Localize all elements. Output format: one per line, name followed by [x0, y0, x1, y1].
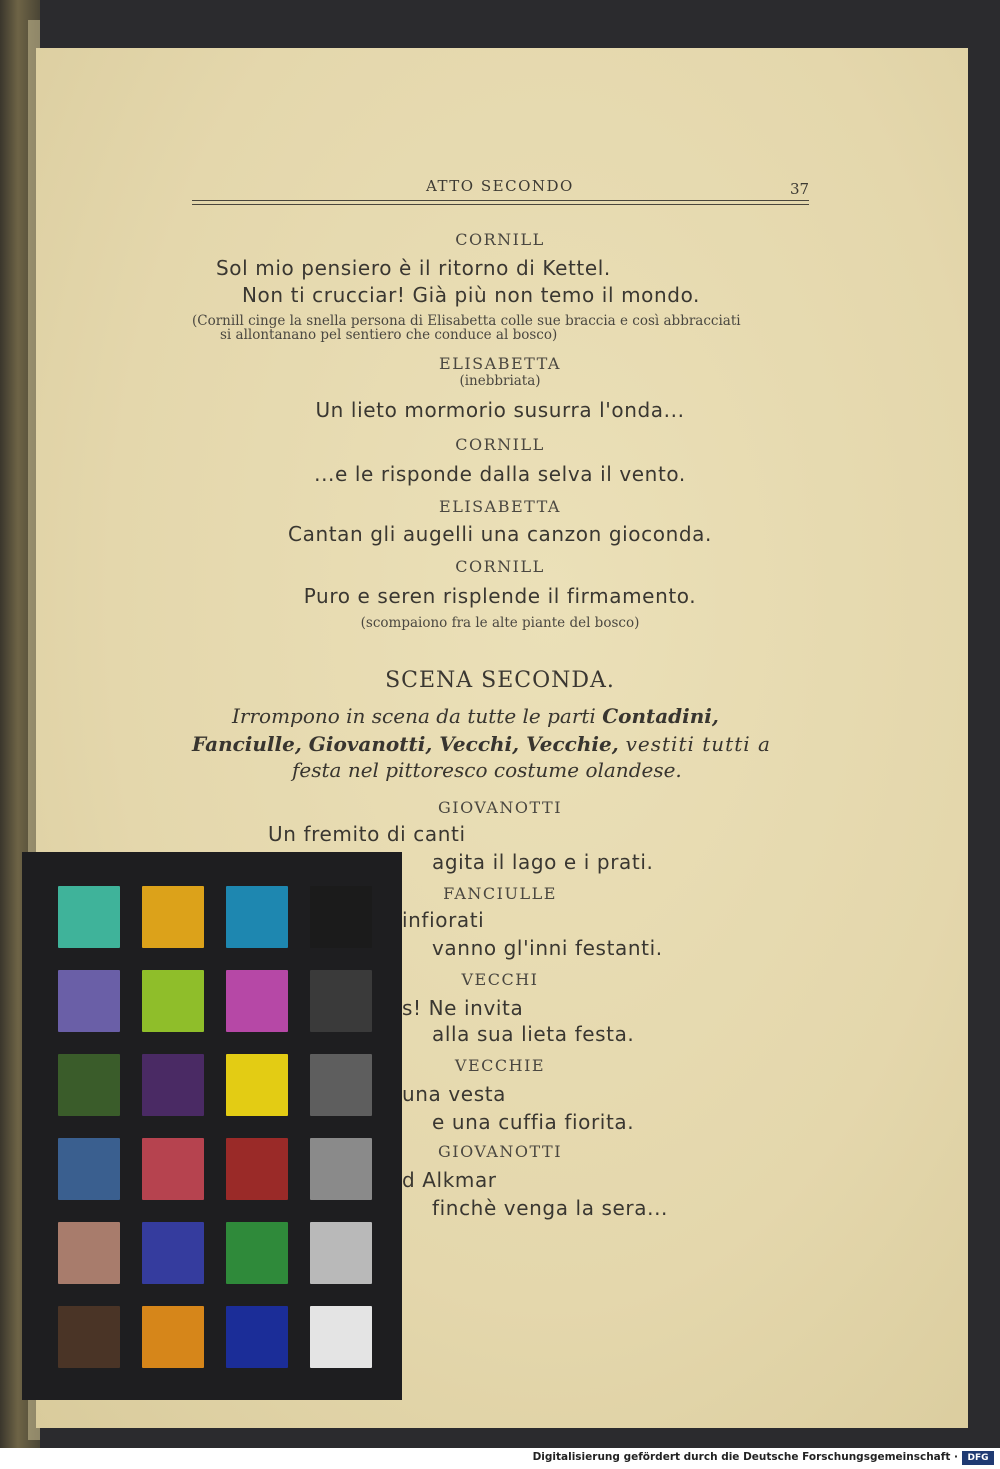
chorus-speaker-name: VECCHIE — [454, 1056, 546, 1075]
color-swatch — [58, 886, 120, 948]
color-checker-card — [22, 852, 402, 1400]
chorus-verse-line: infiorati — [402, 908, 485, 932]
header-rule-top — [192, 200, 809, 201]
speaker-name: CORNILL — [455, 557, 545, 576]
dfg-logo: DFG — [962, 1451, 994, 1465]
speaker-name: ELISABETTA — [439, 354, 561, 373]
chorus-verse-line: finchè venga la sera... — [432, 1196, 668, 1220]
stage-direction: (inebbriata) — [459, 373, 541, 389]
color-swatch — [58, 1222, 120, 1284]
scene-title: SCENA SECONDA. — [385, 668, 615, 693]
speaker-name: CORNILL — [455, 435, 545, 454]
chorus-speaker-name: GIOVANOTTI — [437, 1142, 563, 1161]
stage-direction: (scompaiono fra le alte piante del bosco) — [360, 615, 640, 631]
header-rule-bottom — [192, 204, 809, 205]
verse-line: Puro e seren risplende il firmamento. — [303, 584, 697, 608]
chorus-verse-line: Un fremito di canti — [268, 822, 466, 846]
verse-line: ...e le risponde dalla selva il vento. — [314, 462, 686, 486]
color-swatch — [310, 1138, 372, 1200]
scene-desc-bold-1: Contadini, — [602, 704, 719, 728]
verse-line: Cantan gli augelli una canzon gioconda. — [288, 522, 712, 546]
verse-line: Non ti crucciar! Già più non temo il mondo. — [242, 283, 701, 307]
scene-description-line-3 — [292, 758, 682, 782]
chorus-verse-line: e una cuffia fiorita. — [432, 1110, 635, 1134]
chorus-verse-line: d Alkmar — [402, 1168, 497, 1192]
chorus-verse-line: s! Ne invita — [402, 996, 524, 1020]
scene-desc-italic-1: Irrompono in scena da tutte le parti — [232, 704, 603, 728]
color-swatch — [58, 970, 120, 1032]
color-swatch — [142, 886, 204, 948]
color-swatch — [226, 1222, 288, 1284]
footer-credit: Digitalisierung gefördert durch die Deutsche Forschungsgemeinschaft · — [532, 1451, 958, 1463]
speaker-name: ELISABETTA — [439, 497, 561, 516]
chorus-verse-line: vanno gl'inni festanti. — [432, 936, 663, 960]
stage-direction: si allontanano pel sentiero che conduce al bosco) — [220, 327, 558, 343]
color-swatch — [226, 1306, 288, 1368]
page-number: 37 — [790, 180, 810, 198]
scene-description-line-2 — [192, 732, 771, 756]
color-swatch — [310, 886, 372, 948]
scene-desc-italic-3: festa nel pittoresco costume olandese. — [292, 758, 682, 782]
color-swatch — [142, 1054, 204, 1116]
color-swatch — [142, 1306, 204, 1368]
chorus-verse-line: una vesta — [402, 1082, 507, 1106]
color-swatch — [142, 970, 204, 1032]
chorus-verse-line: agita il lago e i prati. — [432, 850, 654, 874]
scene-desc-italic-2: vestiti tutti a — [625, 732, 771, 756]
color-swatch — [226, 1138, 288, 1200]
color-swatch — [226, 970, 288, 1032]
footer-bar — [0, 1448, 1000, 1469]
color-swatch — [142, 1222, 204, 1284]
color-swatch — [310, 970, 372, 1032]
stage-direction: (Cornill cinge la snella persona di Elisabetta colle sue braccia e così abbracciati — [192, 313, 741, 329]
verse-line: Un lieto mormorio susurra l'onda... — [315, 398, 685, 422]
chorus-speaker-name: GIOVANOTTI — [437, 798, 563, 817]
color-swatch — [58, 1054, 120, 1116]
verse-line: Sol mio pensiero è il ritorno di Kettel. — [216, 256, 611, 280]
color-swatch — [310, 1054, 372, 1116]
running-title: ATTO SECONDO — [426, 177, 574, 195]
chorus-verse-line: alla sua lieta festa. — [432, 1022, 635, 1046]
color-swatch — [310, 1306, 372, 1368]
color-swatch — [226, 1054, 288, 1116]
scene-desc-bold-2: Fanciulle, Giovanotti, Vecchi, Vecchie, — [192, 732, 626, 756]
speaker-name: CORNILL — [455, 230, 545, 249]
color-swatch — [226, 886, 288, 948]
color-swatch — [58, 1138, 120, 1200]
color-swatch — [142, 1138, 204, 1200]
scene-description-line-1 — [232, 704, 719, 728]
chorus-speaker-name: FANCIULLE — [443, 884, 557, 903]
color-swatch — [310, 1222, 372, 1284]
color-swatch — [58, 1306, 120, 1368]
chorus-speaker-name: VECCHI — [461, 970, 539, 989]
